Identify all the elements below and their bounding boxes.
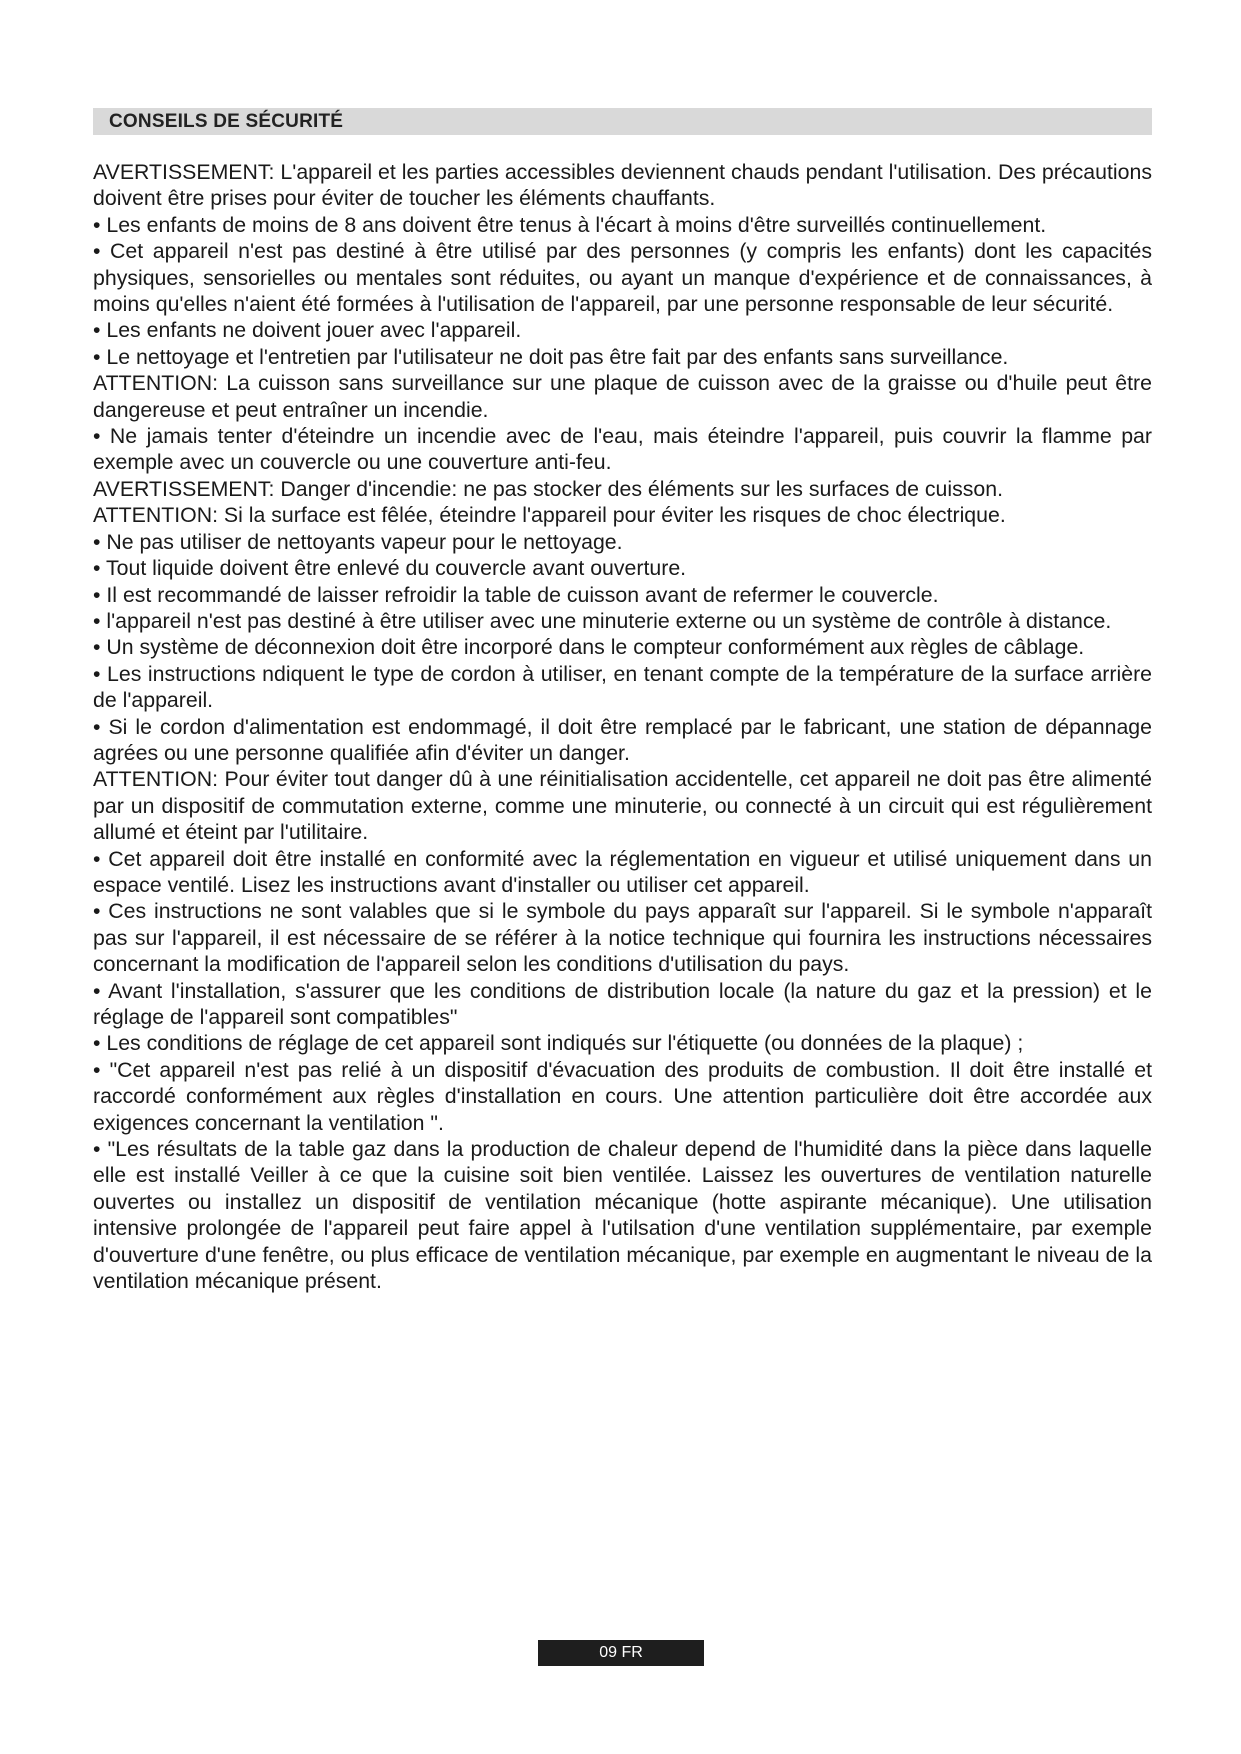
paragraph: ATTENTION: Pour éviter tout danger dû à une réinitialisation accidentelle, cet appareil ne doit pas être alimenté par un dispositif de commutation externe, comme une minuterie, ou connecté à un circuit qui est régulièrement allumé et éteint par l'utilitaire. (93, 767, 1152, 845)
paragraph: • Les enfants ne doivent jouer avec l'appareil. (93, 318, 522, 343)
paragraph: • l'appareil n'est pas destiné à être utiliser avec une minuterie externe ou un système de contrôle à distance. (93, 608, 1112, 633)
paragraph: ATTENTION: La cuisson sans surveillance sur une plaque de cuisson avec de la graisse ou d'huile peut être dangereuse et peut entraîner un incendie. (93, 371, 1152, 422)
paragraph: AVERTISSEMENT: Danger d'incendie: ne pas stocker des éléments sur les surfaces de cuisson. (93, 476, 1004, 501)
page-number-badge: 09 FR (538, 1640, 704, 1666)
paragraph: • Cet appareil n'est pas destiné à être utilisé par des personnes (y compris les enfants) dont les capacités physiques, sensorielles ou mentales sont réduites, ou ayant un manque d'expérience et de connaissances, à moins qu'elles n'aient été formées à l'utilisation de l'appareil, par une personne responsable de leur sécurité. (93, 239, 1152, 317)
paragraph: • "Cet appareil n'est pas relié à un dispositif d'évacuation des produits de combustion. Il doit être installé et raccordé conformément aux règles d'installation en cours. Une attention particulière doit être accordée aux exigences concernant la ventilation ". (93, 1057, 1152, 1135)
paragraph: AVERTISSEMENT: L'appareil et les parties accessibles deviennent chauds pendant l'utilisation. Des précautions doivent être prises pour éviter de toucher les éléments chauffants. (93, 160, 1152, 211)
paragraph: • Ces instructions ne sont valables que si le symbole du pays apparaît sur l'appareil. Si le symbole n'apparaît pas sur l'appareil, il est nécessaire de se référer à la notice technique qui fournira les instructions nécessaires concernant la modification de l'appareil selon les conditions d'utilisation du pays. (93, 899, 1152, 977)
paragraph: • Tout liquide doivent être enlevé du couvercle avant ouverture. (93, 556, 687, 581)
paragraph: • Cet appareil doit être installé en conformité avec la réglementation en vigueur et utilisé uniquement dans un espace ventilé. Lisez les instructions avant d'installer ou utiliser cet appareil. (93, 846, 1152, 897)
paragraph: • Il est recommandé de laisser refroidir la table de cuisson avant de refermer le couvercle. (93, 582, 939, 607)
section-header-bar (93, 108, 1152, 135)
paragraph: • "Les résultats de la table gaz dans la production de chaleur depend de l'humidité dans la pièce dans laquelle elle est installé Veiller à ce que la cuisine soit bien ventilée. Laissez les ouvertures de ventilation naturelle ouvertes ou installez un dispositif de ventilation mécanique (hotte aspirante mécanique). Une utilisation intensive prolongée de l'appareil peut faire appel à l'utilsation d'une ventilation supplémentaire, par exemple d'ouverture d'une fenêtre, ou plus efficace de ventilation mécanique, par exemple en augmentant le niveau de la ventilation mécanique présent. (93, 1137, 1152, 1294)
paragraph: ATTENTION: Si la surface est fêlée, éteindre l'appareil pour éviter les risques de choc électrique. (93, 503, 1006, 528)
section-title: CONSEILS DE SÉCURITÉ (109, 111, 344, 132)
paragraph: • Les instructions ndiquent le type de cordon à utiliser, en tenant compte de la température de la surface arrière de l'appareil. (93, 661, 1152, 713)
paragraph: • Les conditions de réglage de cet appareil sont indiqués sur l'étiquette (ou données de la plaque) ; (93, 1031, 1024, 1056)
paragraph: • Si le cordon d'alimentation est endommagé, il doit être remplacé par le fabricant, une station de dépannage agrées ou une personne qualifiée afin d'éviter un danger. (93, 714, 1152, 765)
paragraph: • Les enfants de moins de 8 ans doivent être tenus à l'écart à moins d'être surveillés continuellement. (93, 212, 1047, 237)
paragraph: • Un système de déconnexion doit être incorporé dans le compteur conformément aux règles de câblage. (93, 635, 1085, 660)
paragraph: • Le nettoyage et l'entretien par l'utilisateur ne doit pas être fait par des enfants sans surveillance. (93, 344, 1009, 369)
paragraph: • Ne jamais tenter d'éteindre un incendie avec de l'eau, mais éteindre l'appareil, puis couvrir la flamme par exemple avec un couvercle ou une couverture anti-feu. (93, 424, 1152, 475)
safety-text-body (93, 159, 1152, 1294)
paragraph: • Avant l'installation, s'assurer que les conditions de distribution locale (la nature du gaz et la pression) et le réglage de l'appareil sont compatibles" (93, 978, 1152, 1029)
paragraph: • Ne pas utiliser de nettoyants vapeur pour le nettoyage. (93, 529, 623, 554)
